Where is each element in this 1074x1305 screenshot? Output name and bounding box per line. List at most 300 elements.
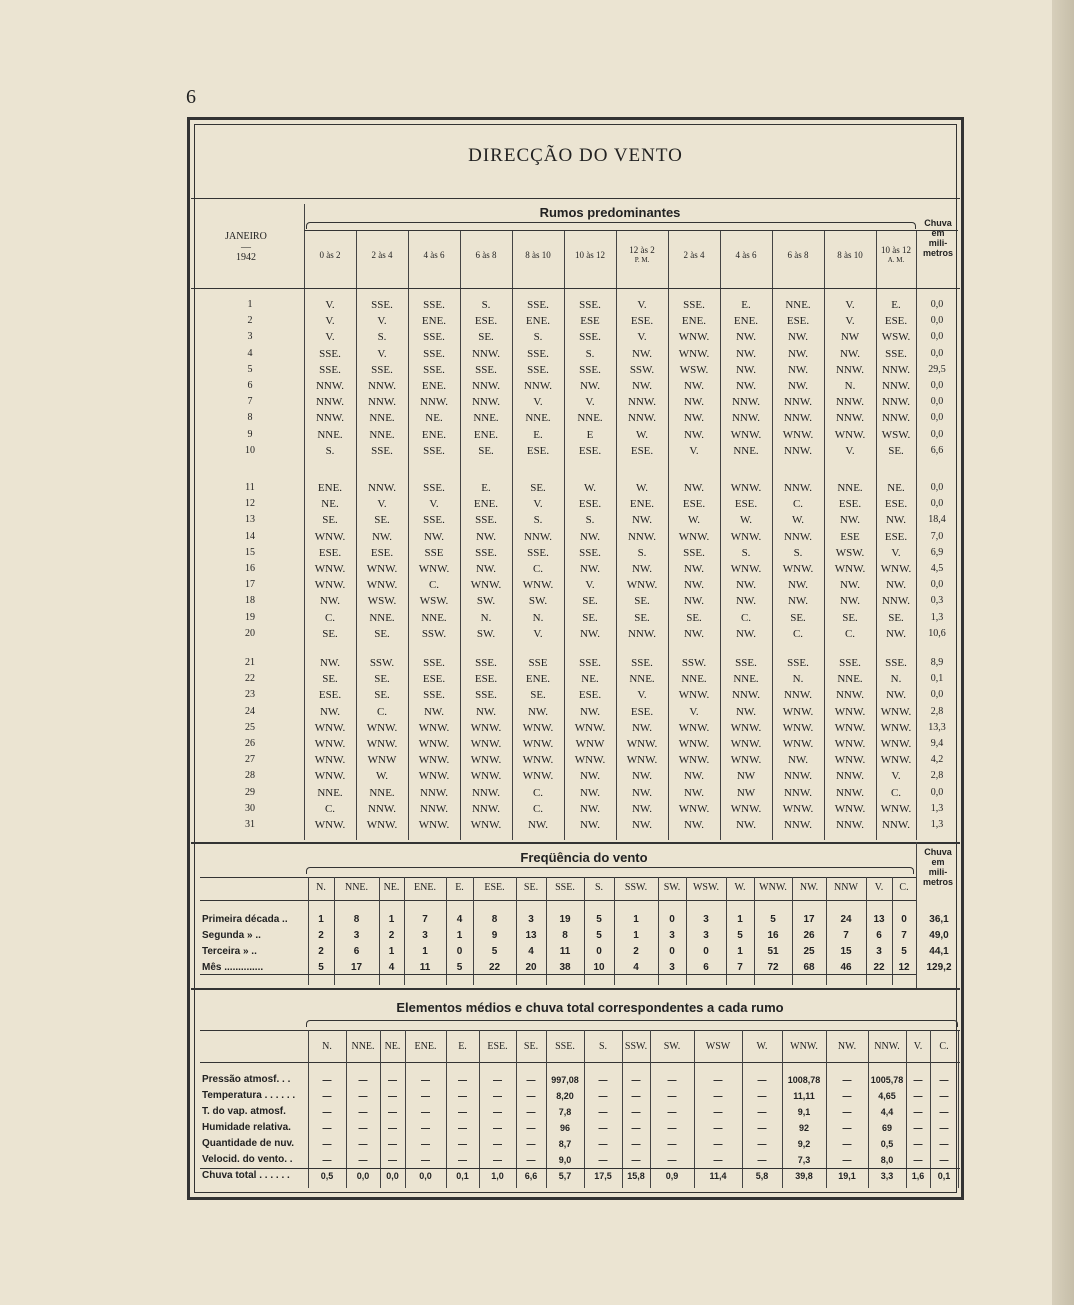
- wind-direction-cell: WSW.: [881, 331, 911, 344]
- wind-direction-cell: ENE.: [421, 380, 447, 392]
- wind-direction-cell: WNW.: [730, 738, 762, 750]
- elements-value: 1,6: [911, 1171, 925, 1181]
- wind-direction-cell: S.: [533, 331, 543, 344]
- elements-column-header: C.: [939, 1041, 949, 1052]
- elements-column-header: S.: [598, 1041, 608, 1052]
- freq-row-label: Primeira década ..: [202, 914, 288, 925]
- wind-direction-cell: WNW.: [314, 819, 346, 831]
- day-number: 6: [247, 380, 253, 391]
- wind-direction-cell: NW.: [579, 819, 601, 831]
- wind-direction-cell: NNE.: [733, 444, 759, 457]
- wind-direction-cell: V.: [637, 299, 647, 311]
- elements-column-rule: [958, 1030, 959, 1188]
- wind-direction-cell: C.: [844, 627, 856, 640]
- elements-column-header: ENE.: [414, 1041, 437, 1052]
- freq-value: 13: [525, 930, 537, 941]
- wind-direction-cell: V.: [891, 546, 901, 559]
- wind-direction-cell: E.: [533, 428, 543, 441]
- wind-direction-cell: SSE.: [423, 514, 445, 527]
- day-number: 27: [245, 754, 255, 766]
- day-number: 31: [245, 819, 255, 830]
- wind-direction-cell: SSE.: [527, 546, 549, 559]
- frequencia-brace: [306, 867, 914, 874]
- wind-direction-cell: V.: [325, 299, 335, 311]
- freq-value: 17: [803, 914, 815, 925]
- wind-direction-cell: WNW.: [834, 428, 866, 441]
- freq-value: 0: [596, 946, 602, 957]
- wind-direction-cell: W.: [739, 514, 753, 527]
- rumos-predominantes-header: Rumos predominantes: [539, 205, 681, 220]
- wind-direction-cell: SSE.: [423, 689, 445, 702]
- wind-direction-cell: NNW.: [419, 802, 448, 815]
- wind-direction-cell: NW.: [885, 689, 907, 702]
- wind-direction-cell: SE.: [374, 673, 390, 686]
- wind-direction-cell: ESE.: [578, 689, 602, 702]
- wind-direction-cell: NW.: [683, 579, 705, 592]
- freq-value: 22: [488, 962, 501, 973]
- day-number: 8: [247, 412, 253, 424]
- wind-direction-cell: C.: [428, 579, 440, 592]
- wind-direction-cell: WNW.: [626, 754, 658, 767]
- wind-direction-cell: S.: [637, 546, 647, 559]
- freq-value: 1: [737, 946, 743, 957]
- elements-value: —: [598, 1091, 608, 1101]
- freq-column-header: E.: [455, 882, 464, 893]
- elements-column-header: SSE.: [555, 1041, 575, 1052]
- wind-direction-cell: WNW.: [522, 738, 554, 750]
- wind-direction-cell: WNW.: [522, 579, 554, 592]
- freq-column-header: SSW.: [624, 882, 648, 893]
- wind-direction-cell: SSE.: [683, 299, 705, 311]
- elements-value: —: [388, 1123, 397, 1133]
- freq-value: 38: [559, 962, 571, 973]
- freq-value: 3: [703, 930, 709, 941]
- rain-header-text: metros: [922, 248, 953, 258]
- wind-direction-cell: ESE: [840, 530, 860, 543]
- wind-direction-cell: NNE.: [577, 412, 603, 425]
- freq-value: 22: [873, 962, 885, 973]
- wind-direction-cell: WNW.: [470, 770, 502, 783]
- wind-direction-cell: SSW.: [629, 363, 655, 376]
- wind-direction-cell: WNW.: [834, 802, 866, 815]
- elements-value: —: [526, 1107, 536, 1117]
- wind-direction-cell: SSE.: [371, 299, 393, 311]
- wind-direction-cell: ESE.: [884, 315, 908, 328]
- wind-direction-cell: ESE.: [578, 498, 602, 511]
- wind-direction-cell: SE.: [478, 331, 494, 344]
- wind-direction-cell: WNW.: [418, 754, 450, 767]
- wind-direction-cell: SSE.: [579, 331, 601, 344]
- wind-direction-cell: NNW.: [783, 530, 812, 543]
- wind-direction-cell: NNW.: [835, 689, 864, 702]
- freq-value: 51: [767, 946, 779, 957]
- elements-value: 39,8: [795, 1171, 813, 1181]
- wind-direction-cell: NE.: [425, 412, 443, 425]
- wind-direction-cell: NW.: [527, 819, 549, 831]
- elements-value: —: [322, 1139, 332, 1149]
- wind-direction-cell: SE.: [582, 595, 598, 608]
- wind-direction-cell: C.: [532, 563, 544, 575]
- wind-direction-cell: WNW.: [834, 738, 866, 750]
- elements-value: —: [757, 1091, 767, 1101]
- elements-value: —: [667, 1155, 677, 1165]
- wind-direction-cell: NNW.: [881, 595, 910, 608]
- elements-column-header: WNW.: [790, 1041, 818, 1052]
- wind-direction-cell: V.: [637, 331, 647, 344]
- wind-direction-cell: NW.: [631, 802, 653, 815]
- wind-direction-cell: WNW.: [834, 754, 866, 767]
- elements-value: —: [631, 1123, 641, 1133]
- freq-rain-value: 129,2: [926, 962, 952, 973]
- wind-direction-cell: NW.: [683, 412, 705, 425]
- elements-value: 0,5: [320, 1171, 334, 1181]
- freq-table-bottom-rule: [191, 988, 960, 990]
- wind-direction-cell: WNW.: [626, 738, 658, 750]
- wind-direction-cell: NNW.: [783, 770, 812, 783]
- wind-direction-cell: N.: [480, 611, 492, 624]
- wind-direction-cell: NW.: [475, 563, 497, 575]
- daily-rain-value: 0,0: [930, 380, 944, 391]
- freq-value: 46: [840, 962, 852, 973]
- wind-direction-cell: NW.: [683, 396, 705, 409]
- wind-direction-cell: ESE.: [526, 444, 550, 457]
- wind-direction-cell: SSW.: [369, 657, 395, 669]
- wind-direction-cell: ENE.: [525, 673, 551, 686]
- elements-column-header: WSW: [705, 1041, 731, 1052]
- elements-column-header: N.: [322, 1041, 332, 1052]
- wind-direction-cell: WNW.: [678, 721, 710, 734]
- day-number: 4: [247, 347, 253, 359]
- column-header-hour: 8 às 10: [837, 250, 863, 260]
- wind-direction-cell: ENE.: [733, 315, 759, 328]
- column-header-hour: 6 às 8: [475, 250, 497, 260]
- elements-value: —: [388, 1075, 397, 1085]
- elements-row-label: Humidade relativa.: [202, 1122, 291, 1133]
- table-title: DIRECÇÃO DO VENTO: [468, 145, 683, 166]
- wind-direction-cell: SSE.: [423, 444, 445, 457]
- wind-direction-cell: NNE.: [525, 412, 551, 425]
- daily-rain-value: 0,0: [930, 396, 944, 408]
- wind-direction-cell: NW.: [787, 347, 809, 360]
- elements-value: —: [667, 1091, 677, 1101]
- wind-direction-cell: SE.: [790, 611, 806, 624]
- wind-direction-cell: WNW.: [314, 563, 346, 575]
- wind-direction-cell: NNW.: [367, 802, 396, 815]
- elements-value: 997,08: [551, 1075, 579, 1085]
- wind-direction-cell: NW.: [579, 786, 601, 799]
- elements-row-label: T. do vap. atmosf.: [202, 1106, 286, 1117]
- wind-direction-cell: WNW.: [880, 738, 912, 750]
- daily-rain-value: 0,0: [930, 498, 944, 510]
- elements-value: —: [913, 1155, 923, 1165]
- wind-direction-cell: NW.: [423, 705, 445, 718]
- wind-direction-cell: WSW.: [835, 546, 865, 559]
- elements-value: —: [458, 1139, 467, 1149]
- freq-value: 8: [491, 914, 498, 925]
- wind-direction-cell: S.: [325, 444, 335, 457]
- wind-direction-cell: SSE: [528, 657, 548, 669]
- daily-rain-value: 7,0: [930, 530, 944, 542]
- wind-direction-cell: S.: [741, 546, 751, 559]
- daily-rain-value: 0,3: [930, 595, 944, 607]
- daily-rain-value: 0,0: [930, 315, 944, 327]
- wind-direction-cell: SSE.: [319, 347, 341, 360]
- freq-value: 26: [803, 930, 815, 941]
- elements-value: —: [842, 1091, 852, 1101]
- wind-direction-cell: V.: [689, 444, 699, 457]
- elements-value: 3,3: [880, 1171, 894, 1181]
- daily-rain-value: 0,0: [930, 299, 944, 310]
- wind-direction-cell: WNW.: [314, 770, 346, 783]
- elements-value: —: [713, 1107, 723, 1117]
- wind-direction-cell: ESE.: [786, 315, 810, 328]
- elements-value: 0,1: [456, 1171, 469, 1181]
- wind-direction-cell: NW.: [735, 331, 757, 344]
- wind-direction-cell: V.: [585, 396, 595, 409]
- wind-direction-cell: NNW.: [523, 530, 552, 543]
- wind-direction-cell: SSE.: [527, 299, 549, 311]
- wind-direction-cell: NW.: [579, 380, 601, 392]
- wind-direction-cell: ENE.: [629, 498, 655, 511]
- freq-value: 5: [901, 946, 907, 957]
- elements-column-header: E.: [458, 1041, 467, 1052]
- daily-rain-value: 1,3: [930, 802, 944, 814]
- wind-direction-cell: NNW.: [471, 802, 500, 815]
- elements-column-header: NNW.: [874, 1041, 900, 1052]
- wind-direction-cell: NW.: [787, 331, 809, 344]
- wind-direction-cell: W.: [687, 514, 701, 527]
- wind-direction-cell: NNW.: [523, 380, 552, 392]
- freq-value: 16: [767, 930, 779, 941]
- wind-direction-cell: NW.: [631, 770, 653, 783]
- daily-rain-value: 0,1: [930, 673, 944, 685]
- wind-direction-cell: WNW.: [314, 579, 346, 592]
- wind-direction-cell: NW.: [885, 514, 907, 527]
- freq-value: 7: [737, 962, 743, 973]
- wind-direction-cell: NNW.: [783, 819, 812, 831]
- month-label: JANEIRO: [225, 231, 267, 242]
- wind-direction-cell: NW.: [787, 380, 809, 392]
- wind-direction-cell: SSE.: [787, 657, 809, 669]
- day-number: 23: [245, 689, 255, 701]
- column-header-hour: 4 às 6: [735, 250, 757, 260]
- freq-value: 8: [353, 914, 360, 925]
- wind-direction-cell: NNW.: [627, 396, 656, 409]
- freq-value: 8: [562, 930, 568, 941]
- wind-direction-cell: NNW.: [783, 444, 812, 457]
- elements-value: —: [757, 1139, 767, 1149]
- wind-direction-cell: SSW.: [681, 657, 707, 669]
- wind-direction-cell: W.: [791, 514, 805, 527]
- wind-direction-cell: V.: [533, 627, 543, 640]
- elements-column-header: SE.: [523, 1041, 539, 1052]
- wind-direction-cell: ESE.: [578, 444, 602, 457]
- elements-row-label: Velocid. do vento. .: [202, 1154, 293, 1165]
- elements-value: —: [667, 1123, 677, 1133]
- wind-direction-cell: WNW.: [522, 754, 554, 767]
- daily-rain-value: 6,9: [930, 546, 944, 558]
- elements-value: —: [842, 1123, 852, 1133]
- elements-value: —: [598, 1075, 608, 1085]
- elements-value: —: [458, 1107, 467, 1117]
- wind-direction-cell: NW.: [683, 428, 705, 441]
- elements-value: —: [757, 1123, 767, 1133]
- day-number: 12: [245, 498, 255, 510]
- wind-direction-cell: SSE.: [319, 363, 341, 376]
- day-number: 30: [245, 802, 255, 814]
- wind-direction-cell: S.: [585, 514, 595, 527]
- elements-value: —: [526, 1139, 536, 1149]
- wind-direction-cell: WNW.: [418, 563, 450, 575]
- wind-direction-cell: C.: [792, 627, 804, 640]
- freq-value: 2: [318, 930, 324, 941]
- wind-direction-cell: V.: [637, 689, 647, 702]
- wind-direction-cell: V.: [325, 315, 335, 328]
- wind-direction-cell: NNW.: [835, 412, 864, 425]
- elements-value: —: [598, 1155, 608, 1165]
- freq-value: 7: [901, 930, 907, 941]
- elements-value: —: [493, 1155, 502, 1165]
- rumos-brace: [306, 222, 916, 229]
- wind-direction-cell: E: [586, 428, 594, 441]
- wind-direction-cell: WNW.: [880, 721, 912, 734]
- daily-rain-value: 2,8: [930, 770, 944, 782]
- wind-direction-cell: V.: [325, 331, 335, 344]
- book-binding-edge: [1052, 0, 1074, 1305]
- elements-value: —: [842, 1075, 852, 1085]
- freq-value: 3: [876, 946, 882, 957]
- elements-value: —: [939, 1139, 949, 1149]
- wind-direction-cell: C.: [740, 611, 752, 624]
- elements-value: 0,9: [665, 1171, 679, 1181]
- elements-value: —: [757, 1107, 767, 1117]
- wind-direction-cell: C.: [376, 705, 388, 718]
- freq-column-header: SW.: [663, 882, 681, 893]
- freq-column-header: NW.: [799, 882, 819, 893]
- wind-direction-cell: ESE.: [422, 673, 446, 686]
- wind-direction-cell: SSE.: [371, 444, 393, 457]
- wind-direction-cell: NNW.: [835, 770, 864, 783]
- wind-direction-cell: WNW.: [834, 563, 866, 575]
- wind-direction-cell: SE.: [842, 611, 858, 624]
- wind-direction-cell: SSE.: [371, 363, 393, 376]
- elements-value: —: [421, 1155, 430, 1165]
- wind-direction-cell: NW.: [579, 530, 601, 543]
- wind-direction-cell: NW.: [423, 530, 445, 543]
- wind-direction-cell: ESE.: [318, 689, 342, 702]
- wind-direction-cell: SE.: [888, 444, 904, 457]
- wind-direction-cell: V.: [585, 579, 595, 592]
- day-number: 5: [247, 363, 253, 375]
- wind-direction-cell: WNW.: [678, 689, 710, 702]
- wind-direction-cell: SSE.: [475, 657, 497, 669]
- wind-direction-cell: NNW.: [881, 363, 910, 376]
- wind-direction-cell: NW.: [735, 579, 757, 592]
- wind-direction-cell: SSE.: [839, 657, 861, 669]
- wind-direction-cell: WNW.: [730, 802, 762, 815]
- wind-direction-cell: V.: [845, 444, 855, 457]
- wind-direction-cell: NW.: [683, 595, 705, 608]
- wind-direction-cell: WNW.: [880, 754, 912, 767]
- wind-direction-cell: NNW.: [419, 396, 448, 409]
- wind-direction-cell: NW.: [579, 627, 601, 640]
- freq-value: 12: [898, 962, 910, 973]
- wind-direction-cell: ESE: [580, 315, 600, 328]
- freq-rain-header-text: em: [931, 857, 945, 867]
- daily-rain-value: 0,0: [930, 347, 944, 359]
- elements-value: —: [842, 1139, 852, 1149]
- wind-direction-cell: SE.: [374, 689, 390, 702]
- freq-value: 1: [318, 914, 324, 925]
- wind-direction-cell: SSE.: [579, 363, 601, 376]
- wind-direction-cell: NW.: [735, 705, 757, 718]
- wind-direction-cell: C.: [324, 611, 336, 624]
- elements-value: —: [493, 1107, 502, 1117]
- day-number: 14: [245, 530, 255, 542]
- wind-direction-cell: WNW: [367, 754, 397, 767]
- elements-value: —: [358, 1155, 368, 1165]
- wind-direction-cell: S.: [377, 331, 387, 344]
- wind-direction-cell: NW.: [735, 627, 757, 640]
- wind-direction-cell: WNW.: [730, 721, 762, 734]
- elementos-brace: [306, 1020, 958, 1027]
- wind-direction-cell: NNW.: [783, 786, 812, 799]
- wind-direction-cell: SE.: [322, 627, 338, 640]
- freq-value: 3: [353, 930, 360, 941]
- wind-direction-cell: SE.: [686, 611, 702, 624]
- wind-direction-cell: WNW.: [880, 563, 912, 575]
- wind-direction-cell: NW.: [631, 563, 653, 575]
- wind-direction-cell: C.: [890, 786, 902, 799]
- elements-value: 1,0: [491, 1171, 504, 1181]
- elements-value: —: [526, 1155, 536, 1165]
- wind-direction-cell: WNW.: [678, 530, 710, 543]
- wind-direction-cell: V.: [845, 299, 855, 311]
- freq-rain-header-text: Chuva: [924, 847, 952, 857]
- elements-value: —: [598, 1107, 608, 1117]
- wind-direction-cell: SSE.: [423, 347, 445, 360]
- elements-value: 19,1: [838, 1171, 856, 1181]
- wind-direction-cell: SSE.: [885, 347, 907, 360]
- wind-direction-cell: ESE.: [370, 546, 394, 559]
- wind-direction-cell: NNE.: [473, 412, 499, 425]
- elements-value: 92: [798, 1123, 809, 1133]
- wind-direction-cell: NNE.: [369, 786, 395, 799]
- freq-value: 20: [525, 962, 537, 973]
- wind-direction-cell: NNW.: [471, 396, 500, 409]
- freq-value: 3: [528, 914, 534, 925]
- column-header-hour: 0 às 2: [319, 250, 341, 260]
- elements-value: —: [757, 1075, 767, 1085]
- wind-direction-cell: V.: [377, 315, 387, 328]
- day-number: 20: [245, 627, 255, 639]
- elements-value: —: [939, 1123, 949, 1133]
- elements-value: 17,5: [594, 1171, 612, 1181]
- wind-direction-cell: NW.: [787, 579, 809, 592]
- wind-direction-cell: E.: [891, 299, 901, 311]
- wind-direction-cell: NW: [736, 770, 756, 783]
- elements-value: —: [598, 1123, 608, 1133]
- wind-direction-cell: NW.: [885, 627, 907, 640]
- wind-direction-cell: NNW.: [731, 412, 760, 425]
- daily-rain-value: 0,0: [930, 689, 944, 701]
- freq-value: 0: [456, 946, 463, 957]
- year-label: 1942: [236, 252, 256, 263]
- daily-rain-value: 0,0: [930, 579, 944, 591]
- daily-rain-value: 0,0: [930, 786, 944, 798]
- wind-direction-cell: SSE.: [735, 657, 757, 669]
- wind-direction-cell: WNW.: [782, 428, 814, 441]
